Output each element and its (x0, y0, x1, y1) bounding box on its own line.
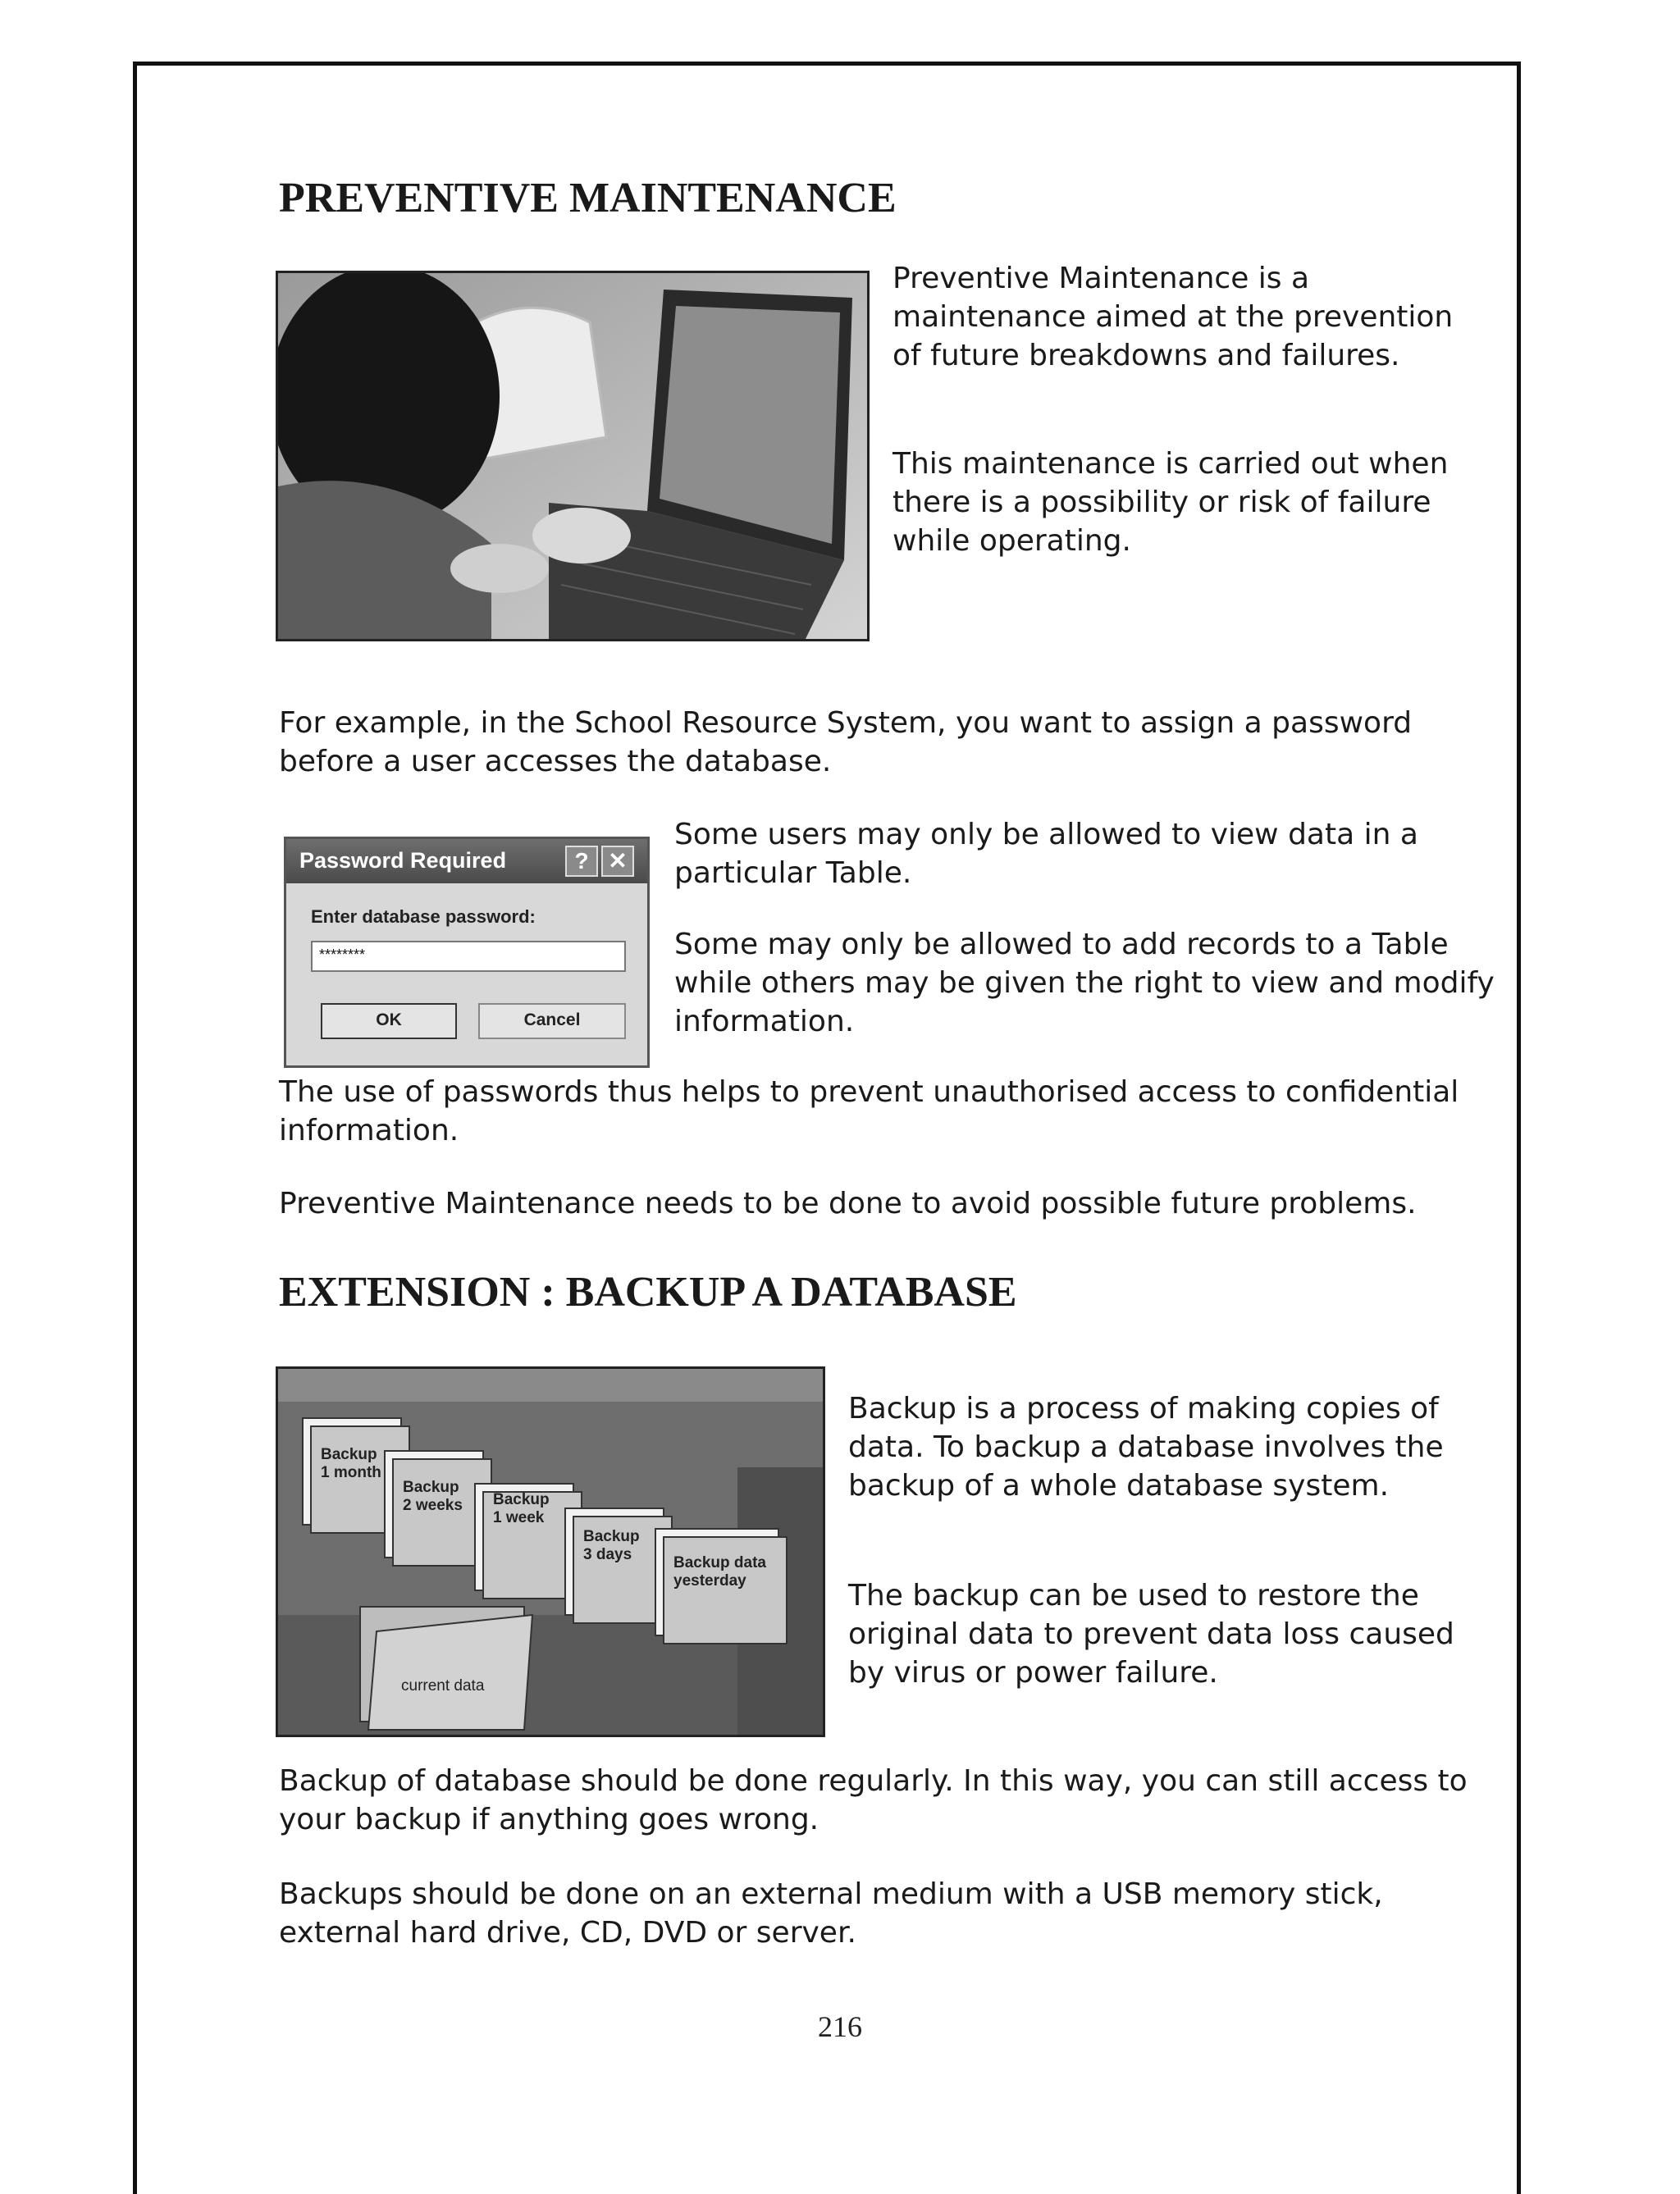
folder-yesterday-line2: yesterday (673, 1572, 746, 1590)
password-prompt-label: Enter database password: (311, 906, 536, 927)
folder-yesterday-line1: Backup data (673, 1554, 766, 1571)
ok-button[interactable]: OK (321, 1003, 457, 1039)
dialog-title-bar (286, 839, 647, 883)
section-heading-backup: EXTENSION : BACKUP A DATABASE (279, 1269, 1017, 1316)
folder-1w-line1: Backup (493, 1491, 550, 1508)
intro-paragraph-2: This maintenance is carried out when there is a possibility or risk of failure while operating. (892, 447, 1449, 558)
folder-icon (655, 1529, 787, 1644)
cancel-button[interactable]: Cancel (478, 1003, 626, 1039)
dialog-title: Password Required (299, 848, 507, 873)
needs-paragraph: Preventive Maintenance needs to be done to avoid possible future problems. (279, 1187, 1417, 1220)
backup-folders-graphic (278, 1369, 825, 1737)
folder-1m-line2: 1 month (321, 1464, 381, 1481)
medium-backup-paragraph: Backups should be done on an external medium with a USB memory stick, external hard drive, CD, DVD or server. (279, 1877, 1383, 1950)
backup-folders-illustration (276, 1366, 825, 1737)
laptop-user-photo (276, 271, 870, 641)
folder-3d-line2: 3 days (583, 1546, 632, 1563)
close-icon[interactable]: ✕ (601, 846, 634, 877)
password-dialog (284, 837, 650, 1068)
passwords-paragraph: The use of passwords thus helps to prevent unauthorised access to confidential information. (279, 1075, 1459, 1147)
regular-backup-paragraph: Backup of database should be done regularly. In this way, you can still access to your backup if anything goes wrong. (279, 1764, 1468, 1836)
current-data-label: current data (401, 1677, 485, 1695)
backup-paragraph-2: The backup can be used to restore the original data to prevent data loss caused by virus or power failure. (848, 1579, 1454, 1690)
laptop-photo-illustration (278, 273, 870, 641)
password-input[interactable]: ******** (311, 941, 626, 972)
folder-1w-line2: 1 week (493, 1509, 545, 1526)
section-heading-preventive: PREVENTIVE MAINTENANCE (279, 175, 897, 221)
intro-paragraph-1: Preventive Maintenance is a maintenance aimed at the prevention of future breakdowns and failures. (892, 262, 1454, 372)
folder-2w-line1: Backup (403, 1479, 459, 1496)
folder-3d-line1: Backup (583, 1528, 640, 1545)
help-icon[interactable]: ? (565, 846, 598, 877)
folder-2w-line2: 2 weeks (403, 1497, 463, 1514)
folder-1m-line1: Backup (321, 1446, 377, 1463)
users-paragraph-1: Some users may only be allowed to view data in a particular Table. (674, 818, 1418, 890)
open-folder-icon (360, 1607, 532, 1730)
example-paragraph: For example, in the School Resource System, you want to assign a password before a user accesses the database. (279, 706, 1413, 778)
users-paragraph-2: Some may only be allowed to add records to a Table while others may be given the right to view and modify information. (674, 928, 1495, 1038)
page-number: 216 (818, 2010, 862, 2043)
backup-paragraph-1: Backup is a process of making copies of data. To backup a database involves the backup of a whole database system. (848, 1392, 1444, 1503)
